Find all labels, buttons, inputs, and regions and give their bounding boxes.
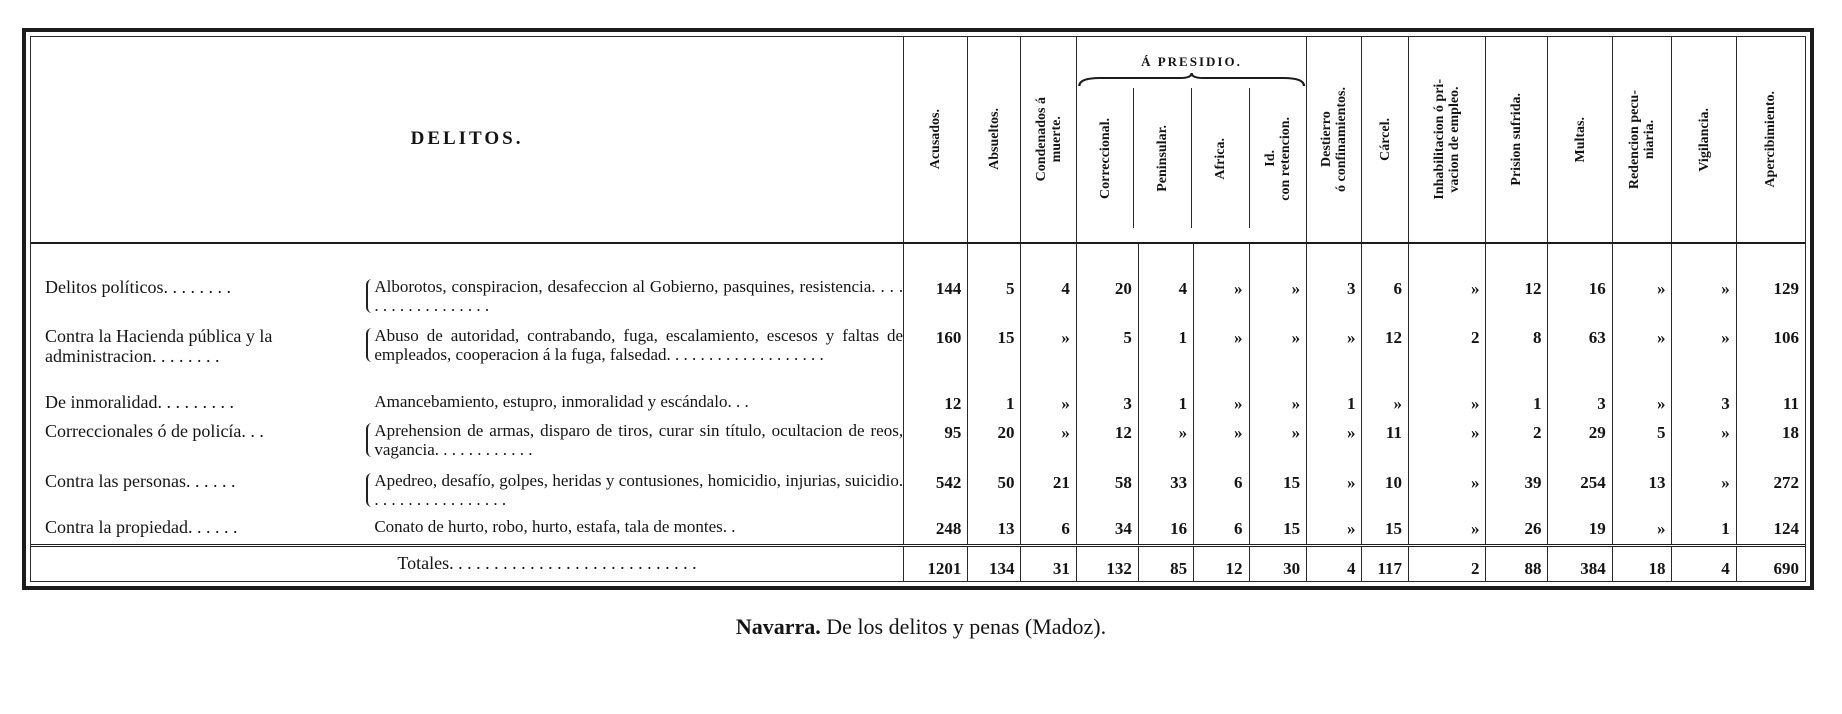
value-cell: » [1612,274,1672,324]
header-multas: Multas. [1548,37,1612,243]
value-cell: » [1362,389,1409,418]
value-cell: » [1408,274,1486,324]
value-cell: » [1612,514,1672,546]
value-cell: » [1194,274,1249,324]
totals-label: Totales. . . . . . . . . . . . . . . . . . . . . . . . . . . . [31,545,904,581]
value-cell: » [1672,468,1736,514]
row-description: Conato de hurto, robo, hurto, estafa, tala de montes. . [374,516,736,536]
row-description: Amancebamiento, estupro, inmoralidad y escándalo. . . [374,391,749,411]
total-cell: 2 [1408,545,1486,581]
value-cell: 15 [1249,514,1307,546]
value-cell: » [1408,389,1486,418]
header-prision: Prision sufrida. [1486,37,1548,243]
total-cell: 117 [1362,545,1409,581]
value-cell: 21 [1021,468,1076,514]
row-description-cell [354,274,903,324]
value-cell: 106 [1736,323,1805,388]
value-cell: 6 [1194,468,1249,514]
header-africa: Africa. [1191,88,1249,228]
row-category: Correccionales ó de policía. . . [45,421,264,442]
value-cell: » [1408,468,1486,514]
value-cell: 542 [904,468,968,514]
table-row [31,514,1805,546]
value-cell: 26 [1486,514,1548,546]
value-cell: 29 [1548,418,1612,468]
value-cell: 20 [1076,274,1138,324]
spacer-row [31,243,1805,274]
header-apercibimiento: Apercibimiento. [1736,37,1805,243]
value-cell: 248 [904,514,968,546]
value-cell: 58 [1076,468,1138,514]
value-cell: » [1194,389,1249,418]
value-cell: 12 [1076,418,1138,468]
value-cell: » [1021,323,1076,388]
value-cell: 1 [1138,389,1193,418]
value-cell: » [1249,418,1307,468]
value-cell: 272 [1736,468,1805,514]
row-description: Aprehension de armas, disparo de tiros, curar sin título, ocultacion de reos, vagancia. . . . . . . . . . . . [368,421,903,459]
value-cell: 33 [1138,468,1193,514]
value-cell: » [1672,418,1736,468]
row-description-cell [354,323,903,388]
value-cell: 5 [1076,323,1138,388]
header-correccional: Correccional. [1097,117,1113,199]
total-cell: 690 [1736,545,1805,581]
value-cell: 3 [1548,389,1612,418]
row-category: Delitos políticos. . . . . . . . [45,276,231,297]
value-cell: 4 [1138,274,1193,324]
header-condenados: Condenados á muerte. [1021,37,1076,243]
value-cell: 3 [1307,274,1362,324]
table-row [31,274,1805,324]
total-cell: 1201 [904,545,968,581]
row-description-cell [354,418,903,468]
header-redencion: Redencion pecu- niaria. [1612,37,1672,243]
value-cell: 1 [1486,389,1548,418]
header-peninsular: Peninsular. [1133,88,1191,228]
value-cell: 4 [1021,274,1076,324]
value-cell: » [1307,418,1362,468]
total-cell: 4 [1672,545,1736,581]
table-row [31,389,1805,418]
value-cell: 144 [904,274,968,324]
value-cell: 8 [1486,323,1548,388]
total-cell: 18 [1612,545,1672,581]
table-row [31,468,1805,514]
total-cell: 31 [1021,545,1076,581]
row-category: Contra las personas. . . . . . [45,470,236,491]
header-acusados: Acusados. [904,37,968,243]
header-presidio: Á PRESIDIO. [1141,54,1242,70]
value-cell: 15 [1249,468,1307,514]
value-cell: » [1021,389,1076,418]
value-cell: 1 [968,389,1021,418]
value-cell: » [1307,323,1362,388]
value-cell: 160 [904,323,968,388]
value-cell: 11 [1362,418,1409,468]
value-cell: 10 [1362,468,1409,514]
value-cell: 34 [1076,514,1138,546]
value-cell: 18 [1736,418,1805,468]
data-rows [31,274,1805,546]
value-cell: 3 [1672,389,1736,418]
row-description: Alborotos, conspiracion, desafeccion al Gobierno, pasquines, resistencia. . . . . . . . . . . . . . . . . . [368,277,903,315]
value-cell: » [1021,418,1076,468]
value-cell: 1 [1307,389,1362,418]
header-presidio-group [1076,37,1306,243]
table-row [31,418,1805,468]
value-cell: 1 [1672,514,1736,546]
value-cell: » [1194,323,1249,388]
value-cell: » [1249,389,1307,418]
total-cell: 384 [1548,545,1612,581]
value-cell: 63 [1548,323,1612,388]
header-absueltos: Absueltos. [968,37,1021,243]
row-description-cell [354,468,903,514]
value-cell: 19 [1548,514,1612,546]
total-cell: 88 [1486,545,1548,581]
column-header-row [31,37,1805,243]
table-inner [30,36,1806,582]
value-cell: 15 [1362,514,1409,546]
row-description: Apedreo, desafío, golpes, heridas y contusiones, homicidio, injurias, suicidio. . . . . . . . . . . . . . . . . [368,471,903,509]
row-description-cell [354,389,903,418]
value-cell: 5 [968,274,1021,324]
figure-caption [0,614,1842,640]
value-cell: 12 [904,389,968,418]
header-carcel: Cárcel. [1362,37,1409,243]
value-cell: 6 [1021,514,1076,546]
value-cell: » [1672,323,1736,388]
table-frame [22,28,1814,590]
value-cell: 12 [1486,274,1548,324]
value-cell: » [1307,468,1362,514]
header-delitos: DELITOS. [31,37,904,243]
value-cell: 15 [968,323,1021,388]
value-cell: » [1408,418,1486,468]
value-cell: 95 [904,418,968,468]
value-cell: 39 [1486,468,1548,514]
value-cell: 11 [1736,389,1805,418]
value-cell: 16 [1138,514,1193,546]
total-cell: 4 [1307,545,1362,581]
value-cell: » [1138,418,1193,468]
value-cell: » [1194,418,1249,468]
value-cell: » [1672,274,1736,324]
total-cell: 30 [1249,545,1307,581]
table-row [31,323,1805,388]
value-cell: » [1249,323,1307,388]
delitos-table [31,37,1805,581]
value-cell: 12 [1362,323,1409,388]
value-cell: 1 [1138,323,1193,388]
value-cell: 20 [968,418,1021,468]
value-cell: 50 [968,468,1021,514]
total-cell: 132 [1076,545,1138,581]
header-id-retencion: Id. con retencion. [1249,88,1307,228]
presidio-brace [1077,72,1306,88]
value-cell: » [1612,323,1672,388]
value-cell: 3 [1076,389,1138,418]
row-category: Contra la Hacienda pública y la administracion. . . . . . . . [45,326,273,367]
row-description-cell [354,514,903,546]
caption-text: De los delitos y penas (Madoz). [826,614,1107,639]
total-cell: 85 [1138,545,1193,581]
value-cell: » [1307,514,1362,546]
caption-title: Navarra. [735,614,821,639]
value-cell: 6 [1194,514,1249,546]
value-cell: 2 [1486,418,1548,468]
value-cell: » [1612,389,1672,418]
value-cell: 13 [968,514,1021,546]
row-category: Contra la propiedad. . . . . . [45,516,238,537]
value-cell: 2 [1408,323,1486,388]
row-category: De inmoralidad. . . . . . . . . [45,391,234,412]
row-description: Abuso de autoridad, contrabando, fuga, escalamiento, escesos y faltas de empleados, cooperacion á la fuga, falsedad. . . . . . . . . . . . . . . . . . . [368,326,903,364]
value-cell: » [1249,274,1307,324]
value-cell: 5 [1612,418,1672,468]
value-cell: 6 [1362,274,1409,324]
header-inhabilitacion: Inhabilitacion ó pri- vacion de empleo. [1408,37,1486,243]
value-cell: 13 [1612,468,1672,514]
header-destierro: Destierro ó confinamientos. [1307,37,1362,243]
totals-row [31,545,1805,581]
header-vigilancia: Vigilancia. [1672,37,1736,243]
value-cell: 254 [1548,468,1612,514]
value-cell: 129 [1736,274,1805,324]
total-cell: 134 [968,545,1021,581]
value-cell: » [1408,514,1486,546]
total-cell: 12 [1194,545,1249,581]
value-cell: 124 [1736,514,1805,546]
value-cell: 16 [1548,274,1612,324]
